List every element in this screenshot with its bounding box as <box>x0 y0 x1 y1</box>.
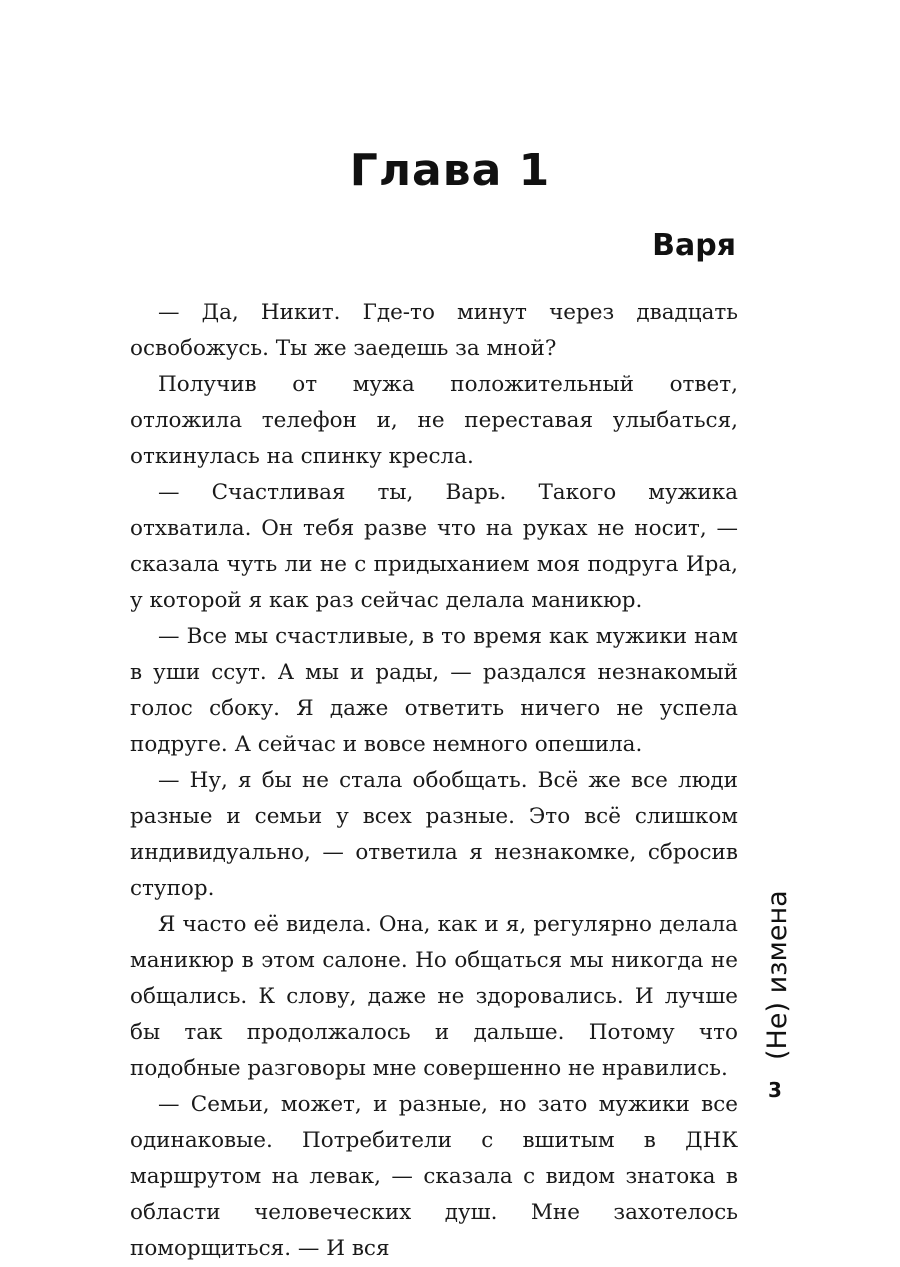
paragraph: — Счастливая ты, Варь. Такого мужика отхватила. Он тебя разве что на руках не носит, — сказала чуть ли не с придыханием моя подруга Ира, у которой я как раз сейчас делала маникюр. <box>130 480 738 613</box>
body-text <box>130 295 738 1267</box>
paragraph: — Семьи, может, и разные, но зато мужики все одинаковые. Потребители с вшитым в ДНК маршрутом на левак, — сказала с видом знатока в области человеческих душ. Мне захотелось поморщиться. — И вся <box>130 1092 738 1261</box>
paragraph: — Ну, я бы не стала обобщать. Всё же все люди разные и семьи у всех разные. Это всё слишком индивидуально, — ответила я незнакомке, сбросив ступор. <box>130 768 738 901</box>
paragraph: — Все мы счастливые, в то время как мужики нам в уши ссут. А мы и рады, — раздался незнакомый голос сбоку. Я даже ответить ничего не успела подруге. А сейчас и вовсе немного опешила. <box>130 624 738 757</box>
page-number: 3 <box>768 1078 782 1102</box>
chapter-title: Глава 1 <box>349 145 551 196</box>
paragraph: Я часто её видела. Она, как и я, регулярно делала маникюр в этом салоне. Но общаться мы никогда не общались. К слову, даже не здоровались. И лучше бы так продолжалось и дальше. Потому что подобные разговоры мне совершенно не нравились. <box>130 912 738 1081</box>
running-title: (Не) измена <box>762 890 793 1060</box>
pov-character-name: Варя <box>652 228 736 263</box>
paragraph: — Да, Никит. Где-то минут через двадцать освобожусь. Ты же заедешь за мной? <box>130 300 738 361</box>
paragraph: Получив от мужа положительный ответ, отложила телефон и, не переставая улыбаться, откинулась на спинку кресла. <box>130 372 738 469</box>
